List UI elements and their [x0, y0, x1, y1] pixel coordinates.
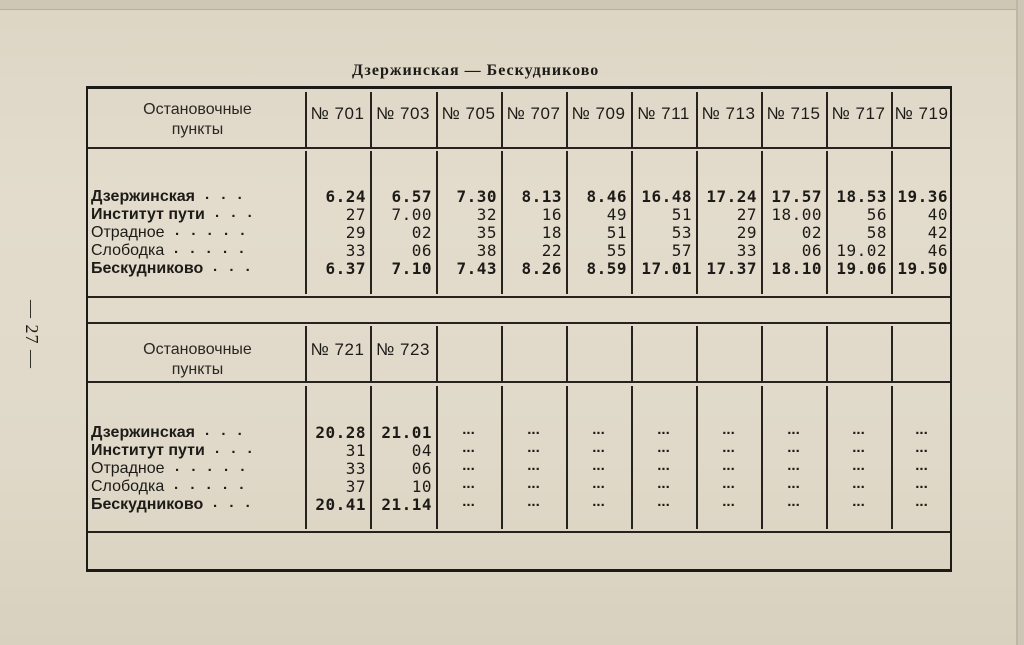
upper-leader-dots: . . . — [215, 204, 256, 221]
time-cell: 40 — [927, 205, 948, 224]
time-cell: 46 — [927, 241, 948, 260]
time-cell: 8.46 — [586, 187, 627, 206]
time-cell: 10 — [411, 477, 432, 496]
time-cell: 8.26 — [521, 259, 562, 278]
time-cell: 6.37 — [325, 259, 366, 278]
time-cell: 18.10 — [771, 259, 822, 278]
time-cell: 38 — [476, 241, 497, 260]
time-cell: 27 — [345, 205, 366, 224]
header-label-line: пункты — [171, 121, 224, 138]
empty-cell-marker: ... — [462, 457, 475, 474]
upper-stop-name: Институт пути — [91, 206, 205, 223]
time-cell: 19.50 — [897, 259, 948, 278]
upper-leader-dots: . . . — [213, 258, 254, 275]
time-cell: 31 — [345, 441, 366, 460]
time-cell: 32 — [476, 205, 497, 224]
time-cell: 58 — [866, 223, 887, 242]
time-cell: 6.57 — [391, 187, 432, 206]
lower-column-divider — [566, 386, 568, 529]
time-cell: 35 — [476, 223, 497, 242]
lower-stop-name: Институт пути — [91, 442, 205, 459]
empty-cell-marker: ... — [722, 475, 735, 492]
time-cell: 6.24 — [325, 187, 366, 206]
time-cell: 20.28 — [315, 423, 366, 442]
time-cell: 06 — [801, 241, 822, 260]
train-number: № 705 — [441, 104, 496, 123]
empty-cell-marker: ... — [657, 475, 670, 492]
empty-cell-marker: ... — [915, 457, 928, 474]
time-cell: 27 — [736, 205, 757, 224]
empty-cell-marker: ... — [915, 421, 928, 438]
time-cell: 8.13 — [521, 187, 562, 206]
empty-cell-marker: ... — [722, 439, 735, 456]
empty-cell-marker: ... — [592, 457, 605, 474]
empty-cell-marker: ... — [462, 475, 475, 492]
empty-cell-marker: ... — [915, 493, 928, 510]
lower-header-divider — [631, 326, 633, 381]
train-number: № 723 — [376, 340, 430, 359]
lower-header-label — [100, 340, 295, 380]
lower-column-divider — [631, 386, 633, 529]
time-cell: 02 — [411, 223, 432, 242]
lower-stop-name: Бескудниково — [91, 496, 204, 513]
time-cell: 37 — [345, 477, 366, 496]
empty-cell-marker: ... — [852, 493, 865, 510]
lower-header-rule — [88, 381, 950, 383]
time-cell: 7.30 — [456, 187, 497, 206]
time-cell: 33 — [345, 459, 366, 478]
time-cell: 21.14 — [381, 495, 432, 514]
time-cell: 7.00 — [391, 205, 432, 224]
empty-cell-marker: ... — [787, 457, 800, 474]
time-cell: 18.00 — [771, 205, 822, 224]
empty-cell-marker: ... — [915, 475, 928, 492]
page-top-edge — [0, 0, 1016, 10]
empty-cell-marker: ... — [657, 457, 670, 474]
upper-header-rule — [88, 147, 950, 149]
empty-cell-marker: ... — [787, 475, 800, 492]
time-cell: 55 — [606, 241, 627, 260]
time-cell: 19.02 — [836, 241, 887, 260]
header-label-line: Остановочные — [143, 101, 252, 118]
empty-cell-marker: ... — [462, 439, 475, 456]
train-number: № 701 — [310, 104, 365, 123]
time-cell: 51 — [606, 223, 627, 242]
time-cell: 56 — [866, 205, 887, 224]
train-number: № 719 — [894, 104, 949, 123]
lower-column-divider — [696, 386, 698, 529]
lower-column-divider — [891, 386, 893, 529]
time-cell: 06 — [411, 241, 432, 260]
train-number: № 703 — [376, 104, 430, 123]
lower-column-divider — [761, 386, 763, 529]
time-cell: 22 — [541, 241, 562, 260]
lower-header-divider — [566, 326, 568, 381]
time-cell: 16.48 — [641, 187, 692, 206]
empty-cell-marker: ... — [852, 421, 865, 438]
empty-cell-marker: ... — [527, 475, 540, 492]
time-cell: 17.37 — [706, 259, 757, 278]
time-cell: 06 — [411, 459, 432, 478]
time-cell: 02 — [801, 223, 822, 242]
empty-cell-marker: ... — [722, 457, 735, 474]
time-cell: 04 — [411, 441, 432, 460]
train-number: № 715 — [766, 104, 821, 123]
lower-stop-name: Слободка — [91, 478, 165, 495]
train-number: № 717 — [831, 104, 886, 123]
lower-header-divider — [696, 326, 698, 381]
empty-cell-marker: ... — [657, 493, 670, 510]
lower-header-divider — [436, 326, 438, 381]
time-cell: 16 — [541, 205, 562, 224]
time-cell: 20.41 — [315, 495, 366, 514]
empty-cell-marker: ... — [722, 421, 735, 438]
time-cell: 21.01 — [381, 423, 432, 442]
empty-cell-marker: ... — [527, 421, 540, 438]
empty-cell-marker: ... — [462, 421, 475, 438]
time-cell: 57 — [671, 241, 692, 260]
train-number: № 721 — [310, 340, 365, 359]
time-cell: 42 — [927, 223, 948, 242]
time-cell: 19.36 — [897, 187, 948, 206]
empty-cell-marker: ... — [657, 439, 670, 456]
empty-cell-marker: ... — [527, 457, 540, 474]
upper-stop-name: Дзержинская — [91, 188, 195, 205]
empty-cell-marker: ... — [527, 439, 540, 456]
empty-cell-marker: ... — [592, 493, 605, 510]
time-cell: 49 — [606, 205, 627, 224]
page-number: — 27 — — [22, 300, 42, 369]
upper-bottom-rule — [88, 296, 950, 298]
lower-leader-dots: . . . . . — [175, 458, 249, 475]
upper-header-label — [100, 100, 295, 140]
lower-header-divider — [501, 326, 503, 381]
time-cell: 18 — [541, 223, 562, 242]
header-label-line: пункты — [171, 361, 224, 378]
lower-column-divider — [501, 386, 503, 529]
empty-cell-marker: ... — [722, 493, 735, 510]
lower-leader-dots: . . . — [215, 440, 256, 457]
lower-header-divider — [761, 326, 763, 381]
train-number: № 707 — [506, 104, 561, 123]
lower-top-rule — [88, 322, 950, 324]
time-cell: 19.06 — [836, 259, 887, 278]
empty-cell-marker: ... — [852, 439, 865, 456]
time-cell: 29 — [736, 223, 757, 242]
lower-bottom-rule — [88, 531, 950, 533]
time-cell: 7.10 — [391, 259, 432, 278]
upper-stop-name: Отрадное — [91, 224, 165, 241]
train-number: № 711 — [637, 104, 690, 123]
empty-cell-marker: ... — [657, 421, 670, 438]
time-cell: 33 — [736, 241, 757, 260]
empty-cell-marker: ... — [527, 493, 540, 510]
empty-cell-marker: ... — [592, 421, 605, 438]
time-cell: 53 — [671, 223, 692, 242]
upper-leader-dots: . . . . . — [175, 222, 249, 239]
empty-cell-marker: ... — [462, 493, 475, 510]
empty-cell-marker: ... — [852, 475, 865, 492]
empty-cell-marker: ... — [915, 439, 928, 456]
lower-column-divider — [826, 386, 828, 529]
upper-leader-dots: . . . . . — [174, 240, 248, 257]
lower-header-divider — [826, 326, 828, 381]
empty-cell-marker: ... — [787, 421, 800, 438]
lower-leader-dots: . . . . . — [174, 476, 248, 493]
time-cell: 17.01 — [641, 259, 692, 278]
header-label-line: Остановочные — [143, 341, 252, 358]
upper-stop-name: Бескудниково — [91, 260, 204, 277]
upper-leader-dots: . . . — [205, 186, 246, 203]
train-number: № 713 — [701, 104, 756, 123]
timetable-title: Дзержинская — Бескудниково — [352, 62, 600, 79]
empty-cell-marker: ... — [592, 439, 605, 456]
lower-header-divider — [891, 326, 893, 381]
train-number: № 709 — [571, 104, 626, 123]
lower-stop-name: Дзержинская — [91, 424, 195, 441]
empty-cell-marker: ... — [852, 457, 865, 474]
time-cell: 18.53 — [836, 187, 887, 206]
time-cell: 29 — [345, 223, 366, 242]
empty-cell-marker: ... — [592, 475, 605, 492]
time-cell: 51 — [671, 205, 692, 224]
time-cell: 8.59 — [586, 259, 627, 278]
lower-leader-dots: . . . — [205, 422, 246, 439]
time-cell: 33 — [345, 241, 366, 260]
empty-cell-marker: ... — [787, 493, 800, 510]
lower-leader-dots: . . . — [213, 494, 254, 511]
lower-column-divider — [436, 386, 438, 529]
time-cell: 17.24 — [706, 187, 757, 206]
time-cell: 17.57 — [771, 187, 822, 206]
upper-stop-name: Слободка — [91, 242, 165, 259]
time-cell: 7.43 — [456, 259, 497, 278]
empty-cell-marker: ... — [787, 439, 800, 456]
lower-stop-name: Отрадное — [91, 460, 165, 477]
